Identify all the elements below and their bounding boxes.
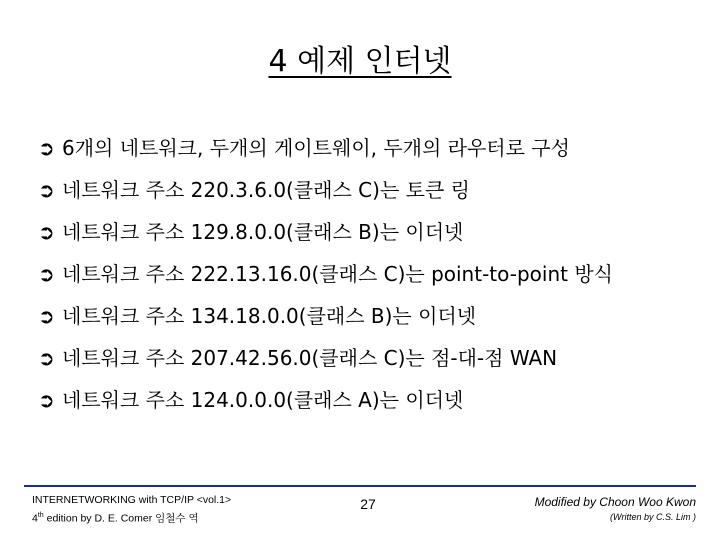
bullet-text: 네트워크 주소 124.0.0.0(클래스 A)는 이더넷 [62, 388, 464, 412]
arrow-right-circle-icon: ➲ [38, 136, 55, 160]
footer-book-title: INTERNETWORKING with TCP/IP <vol.1> [32, 494, 232, 506]
slide-title: 4 예제 인터넷 [268, 44, 452, 79]
footer-written-by: (Written by C.S. Lim ) [609, 512, 696, 522]
footer-modified-by: Modified by Choon Woo Kwon [534, 495, 696, 509]
edition-number: 4 [32, 512, 38, 525]
footer-divider [24, 485, 696, 487]
arrow-right-circle-icon: ➲ [38, 178, 55, 202]
bullet-text: 네트워크 주소 129.8.0.0(클래스 B)는 이더넷 [62, 220, 464, 244]
arrow-right-circle-icon: ➲ [38, 304, 55, 328]
bullet-text: 네트워크 주소 134.18.0.0(클래스 B)는 이더넷 [62, 304, 477, 328]
edition-rest: edition by D. E. Comer 임철수 역 [43, 512, 199, 525]
bullet-item [38, 253, 708, 295]
arrow-right-circle-icon: ➲ [38, 388, 55, 412]
page-number: 27 [360, 496, 376, 512]
arrow-right-circle-icon: ➲ [38, 220, 55, 244]
bullet-item [38, 169, 708, 211]
bullet-text: 네트워크 주소 207.42.56.0(클래스 C)는 점-대-점 WAN [62, 346, 558, 370]
arrow-right-circle-icon: ➲ [38, 262, 55, 286]
footer-edition [32, 508, 231, 527]
bullet-list [38, 127, 708, 421]
bullet-text: 네트워크 주소 222.13.16.0(클래스 C)는 point-to-point 방식 [62, 262, 613, 286]
footer-author-credit [535, 494, 696, 524]
bullet-item [38, 295, 708, 337]
bullet-item [38, 337, 708, 379]
bullet-text: 네트워크 주소 220.3.6.0(클래스 C)는 토큰 링 [62, 178, 470, 202]
footer-book-credit [32, 493, 231, 527]
bullet-item [38, 211, 708, 253]
bullet-item [38, 379, 708, 421]
bullet-item [38, 127, 708, 169]
arrow-right-circle-icon: ➲ [38, 346, 55, 370]
edition-suffix: th [37, 512, 44, 519]
bullet-text: 6개의 네트워크, 두개의 게이트웨이, 두개의 라우터로 구성 [62, 136, 570, 160]
